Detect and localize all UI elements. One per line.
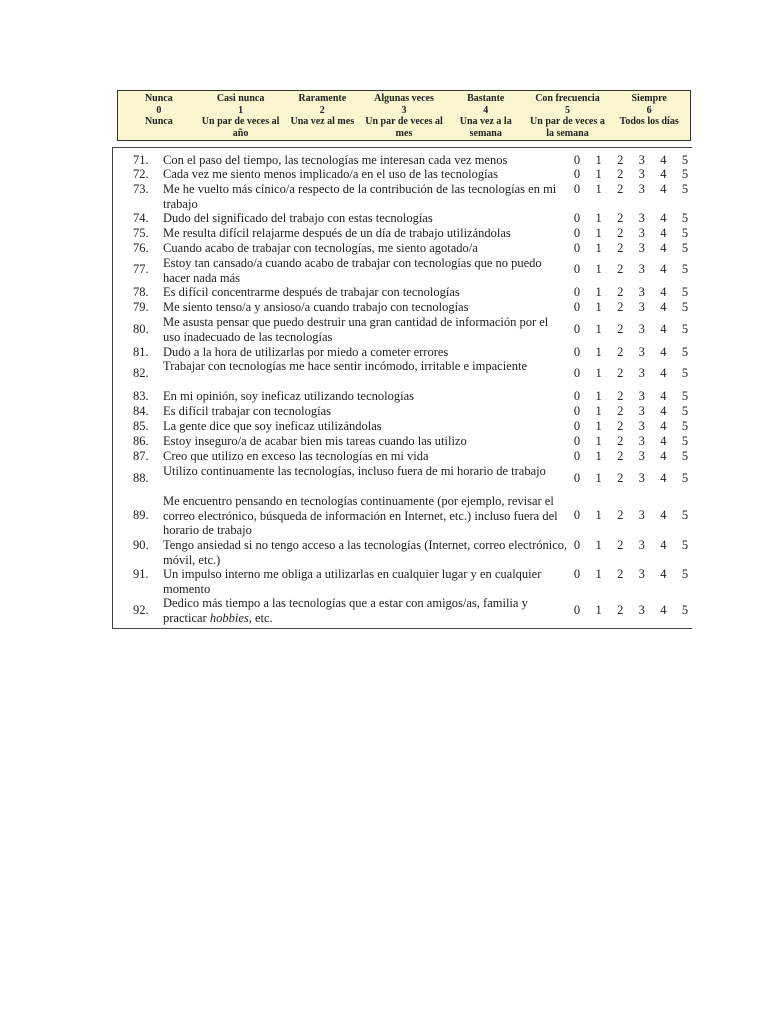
scale-option[interactable]: 2 (617, 322, 624, 336)
scale-option[interactable]: 1 (595, 153, 602, 167)
item-number: 72. (133, 167, 149, 181)
scale-option[interactable]: 2 (617, 153, 624, 167)
item-text: Un impulso interno me obliga a utilizarlas en cualquier lugar y en cualquier momento (163, 567, 542, 596)
scale-option[interactable]: 5 (681, 389, 689, 403)
legend-col-1 (200, 91, 282, 140)
scale-option[interactable]: 3 (638, 167, 645, 181)
scale-option[interactable]: 1 (595, 567, 602, 581)
scale-option[interactable]: 5 (681, 345, 689, 359)
scale-option[interactable]: 3 (638, 285, 645, 299)
scale-option[interactable]: 3 (638, 366, 645, 380)
scale-option[interactable]: 3 (638, 241, 645, 255)
scale-option[interactable]: 0 (573, 434, 581, 448)
response-scale (572, 241, 690, 256)
response-scale (572, 419, 690, 434)
scale-option[interactable]: 1 (595, 262, 602, 276)
response-scale (572, 404, 690, 419)
scale-option[interactable]: 1 (595, 434, 602, 448)
legend-frequency: Un par de veces al mes (365, 116, 443, 139)
scale-option[interactable]: 3 (638, 322, 645, 336)
scale-option[interactable]: 1 (595, 226, 602, 240)
item-text: En mi opinión, soy ineficaz utilizando tecnologías (163, 389, 414, 403)
scale-option[interactable]: 1 (595, 404, 602, 418)
scale-option[interactable]: 2 (617, 471, 624, 485)
item-text: Me siento tenso/a y ansioso/a cuando trabajo con tecnologías (163, 300, 469, 314)
item-number: 76. (133, 241, 149, 255)
scale-option[interactable]: 2 (617, 538, 624, 552)
item-text: Cada vez me siento menos implicado/a en el uso de las tecnologías (163, 167, 498, 181)
scale-option[interactable]: 0 (573, 262, 581, 276)
response-scale (572, 300, 690, 315)
item-number: 80. (133, 322, 149, 336)
item-number: 84. (133, 404, 149, 418)
legend-label: Con frecuencia (535, 93, 600, 104)
scale-option[interactable]: 5 (681, 241, 689, 255)
item-number: 89. (133, 508, 149, 522)
response-scale (572, 182, 690, 197)
item-text-part: , etc. (248, 610, 273, 625)
item-number: 77. (133, 262, 149, 276)
scale-option[interactable]: 0 (573, 153, 581, 167)
scale-option[interactable]: 4 (660, 434, 667, 448)
item-number: 85. (133, 419, 149, 433)
scale-option[interactable]: 3 (638, 434, 645, 448)
scale-option[interactable]: 5 (681, 366, 689, 380)
legend-col-6 (608, 91, 690, 140)
scale-option[interactable]: 2 (617, 241, 624, 255)
legend-label-repeat: Nunca (144, 116, 173, 127)
scale-option[interactable]: 5 (681, 300, 689, 314)
legend-number: 5 (564, 104, 570, 116)
scale-option[interactable]: 4 (660, 471, 667, 485)
scale-option[interactable]: 0 (573, 508, 581, 522)
scale-option[interactable]: 4 (660, 153, 667, 167)
response-scale (572, 345, 690, 360)
scale-option[interactable]: 3 (638, 471, 645, 485)
scale-option[interactable]: 5 (681, 322, 689, 336)
item-text: Estoy inseguro/a de acabar bien mis tareas cuando las utilizo (163, 434, 467, 448)
scale-option[interactable]: 0 (573, 211, 581, 225)
scale-option[interactable]: 0 (573, 419, 581, 433)
scale-option[interactable]: 4 (660, 182, 667, 196)
scale-option[interactable]: 1 (595, 389, 602, 403)
legend-col-5 (527, 91, 609, 140)
scale-option[interactable]: 3 (638, 300, 645, 314)
scale-option[interactable]: 3 (638, 538, 645, 552)
scale-option[interactable]: 4 (660, 285, 667, 299)
scale-option[interactable]: 4 (660, 262, 667, 276)
scale-option[interactable]: 1 (595, 300, 602, 314)
scale-option[interactable]: 1 (595, 211, 602, 225)
item-number: 87. (133, 449, 149, 463)
item-number: 78. (133, 285, 149, 299)
scale-option[interactable]: 0 (573, 285, 581, 299)
legend-number: 3 (401, 104, 407, 116)
response-scale (572, 285, 690, 300)
response-scale (572, 366, 690, 381)
legend-label: Casi nunca (216, 93, 265, 104)
item-text (163, 596, 568, 625)
scale-option[interactable]: 0 (573, 471, 581, 485)
response-scale (572, 567, 690, 582)
item-number: 92. (133, 603, 149, 617)
scale-option[interactable]: 0 (573, 226, 581, 240)
scale-option[interactable]: 3 (638, 389, 645, 403)
scale-option[interactable]: 3 (638, 419, 645, 433)
scale-option[interactable]: 0 (573, 404, 581, 418)
scale-option[interactable]: 3 (638, 404, 645, 418)
scale-option[interactable]: 3 (638, 262, 645, 276)
scale-option[interactable]: 5 (681, 419, 689, 433)
scale-option[interactable]: 4 (660, 603, 667, 617)
scale-option[interactable]: 5 (681, 603, 689, 617)
item-text: Cuando acabo de trabajar con tecnologías, me siento agotado/a (163, 241, 478, 255)
scale-option[interactable]: 5 (681, 211, 689, 225)
legend-col-2 (281, 91, 363, 140)
item-number: 82. (133, 366, 149, 380)
item-text-italic: hobbies (209, 610, 249, 625)
scale-option[interactable]: 1 (595, 285, 602, 299)
legend-frequency: Una vez a la semana (459, 116, 512, 139)
scale-option[interactable]: 2 (617, 262, 624, 276)
scale-option[interactable]: 4 (660, 241, 667, 255)
scale-option[interactable]: 2 (617, 226, 624, 240)
scale-option[interactable]: 2 (617, 567, 624, 581)
item-number: 90. (133, 538, 149, 552)
legend-label: Nunca (144, 93, 173, 104)
scale-option[interactable]: 5 (681, 262, 689, 276)
legend-number: 4 (483, 104, 489, 116)
scale-option[interactable]: 5 (681, 182, 689, 196)
legend-frequency: Todos los días (619, 116, 679, 127)
scale-option[interactable]: 5 (681, 449, 689, 463)
scale-option[interactable]: 0 (573, 366, 581, 380)
response-scale (572, 153, 690, 168)
item-number: 75. (133, 226, 149, 240)
legend-label: Algunas veces (374, 93, 434, 104)
legend-number: 0 (156, 104, 162, 116)
scale-option[interactable]: 1 (595, 182, 602, 196)
scale-option[interactable]: 4 (660, 345, 667, 359)
scale-option[interactable]: 3 (638, 182, 645, 196)
legend-frequency: Una vez al mes (290, 116, 355, 127)
item-text: Es difícil concentrarme después de trabajar con tecnologías (163, 285, 460, 299)
item-number: 74. (133, 211, 149, 225)
scale-option[interactable]: 0 (573, 538, 581, 552)
scale-option[interactable]: 4 (660, 211, 667, 225)
scale-option[interactable]: 5 (681, 567, 689, 581)
scale-option[interactable]: 3 (638, 153, 645, 167)
scale-option[interactable]: 1 (595, 471, 602, 485)
response-scale (572, 167, 690, 182)
scale-option[interactable]: 5 (681, 434, 689, 448)
response-scale (572, 389, 690, 404)
scale-option[interactable]: 1 (595, 322, 602, 336)
item-text: Utilizo continuamente las tecnologías, incluso fuera de mi horario de trabajo (163, 464, 546, 478)
scale-option[interactable]: 0 (573, 167, 581, 181)
scale-option[interactable]: 3 (638, 211, 645, 225)
scale-option[interactable]: 2 (617, 285, 624, 299)
scale-option[interactable]: 1 (595, 366, 602, 380)
scale-option[interactable]: 4 (660, 322, 667, 336)
scale-option[interactable]: 2 (617, 366, 624, 380)
response-scale (572, 211, 690, 226)
scale-option[interactable]: 2 (617, 345, 624, 359)
item-text: Con el paso del tiempo, las tecnologías me interesan cada vez menos (163, 153, 508, 167)
legend-number: 1 (238, 104, 244, 116)
item-text: Me asusta pensar que puedo destruir una gran cantidad de información por el uso inadecuado de las tecnologías (163, 315, 549, 344)
item-text: Tengo ansiedad si no tengo acceso a las tecnologías (Internet, correo electrónico, móvil, etc.) (163, 538, 568, 567)
scale-option[interactable]: 2 (617, 508, 624, 522)
legend-label: Siempre (631, 93, 667, 104)
item-number: 81. (133, 345, 149, 359)
response-scale (572, 508, 690, 523)
item-text: Trabajar con tecnologías me hace sentir incómodo, irritable e impaciente (163, 359, 527, 373)
scale-option[interactable]: 4 (660, 449, 667, 463)
scale-option[interactable]: 3 (638, 449, 645, 463)
scale-option[interactable]: 5 (681, 153, 689, 167)
legend-frequency: Un par de veces al año (201, 116, 280, 139)
legend-col-4 (445, 91, 527, 140)
scale-option[interactable]: 1 (595, 538, 602, 552)
scale-option[interactable]: 0 (573, 603, 581, 617)
item-number: 73. (133, 182, 149, 196)
scale-option[interactable]: 2 (617, 449, 624, 463)
item-number: 71. (133, 153, 149, 167)
scale-option[interactable]: 5 (681, 471, 689, 485)
scale-option[interactable]: 1 (595, 419, 602, 433)
response-legend (117, 90, 691, 141)
scale-option[interactable]: 1 (595, 508, 602, 522)
scale-option[interactable]: 2 (617, 167, 624, 181)
scale-option[interactable]: 0 (573, 449, 581, 463)
scale-option[interactable]: 0 (573, 345, 581, 359)
item-text: Me he vuelto más cínico/a respecto de la contribución de las tecnologías en mi trabajo (163, 182, 557, 211)
scale-option[interactable]: 4 (660, 300, 667, 314)
scale-option[interactable]: 4 (660, 404, 667, 418)
scale-option[interactable]: 3 (638, 345, 645, 359)
legend-label: Bastante (467, 93, 505, 104)
response-scale (572, 449, 690, 464)
item-text: Dudo del significado del trabajo con estas tecnologías (163, 211, 433, 225)
scale-option[interactable]: 0 (573, 300, 581, 314)
questionnaire-items (112, 147, 692, 629)
response-scale (572, 434, 690, 449)
scale-option[interactable]: 4 (660, 389, 667, 403)
scale-option[interactable]: 5 (681, 538, 689, 552)
item-number: 91. (133, 567, 149, 581)
legend-col-0 (118, 91, 200, 140)
scale-option[interactable]: 4 (660, 508, 667, 522)
scale-option[interactable]: 2 (617, 389, 624, 403)
legend-number: 2 (319, 104, 325, 116)
scale-option[interactable]: 4 (660, 538, 667, 552)
scale-option[interactable]: 2 (617, 182, 624, 196)
response-scale (572, 603, 690, 618)
scale-option[interactable]: 1 (595, 345, 602, 359)
item-text: Dudo a la hora de utilizarlas por miedo a cometer errores (163, 345, 449, 359)
response-scale (572, 538, 690, 553)
item-number: 86. (133, 434, 149, 448)
item-text: Me encuentro pensando en tecnologías continuamente (por ejemplo, revisar el correo electrónico, búsqueda de información en Internet, etc.) incluso fuera del horario de trabajo (163, 494, 558, 537)
item-text-part: Dedico más tiempo a las tecnologías que a estar con amigos/as, familia y practicar (163, 596, 528, 625)
scale-option[interactable]: 5 (681, 167, 689, 181)
scale-option[interactable]: 1 (595, 241, 602, 255)
scale-option[interactable]: 4 (660, 419, 667, 433)
scale-option[interactable]: 0 (573, 567, 581, 581)
item-text: Me resulta difícil relajarme después de un día de trabajo utilizándolas (163, 226, 511, 240)
item-text: Creo que utilizo en exceso las tecnologías en mi vida (163, 449, 429, 463)
scale-option[interactable]: 1 (595, 603, 602, 617)
scale-option[interactable]: 3 (638, 226, 645, 240)
item-number: 79. (133, 300, 149, 314)
scale-option[interactable]: 2 (617, 603, 624, 617)
scale-option[interactable]: 3 (638, 508, 645, 522)
response-scale (572, 322, 690, 337)
scale-option[interactable]: 2 (617, 300, 624, 314)
scale-option[interactable]: 2 (617, 404, 624, 418)
scale-option[interactable]: 0 (573, 322, 581, 336)
item-text: Es difícil trabajar con tecnologías (163, 404, 331, 418)
item-text: Estoy tan cansado/a cuando acabo de trabajar con tecnologías que no puedo hacer nada más (163, 256, 542, 285)
item-number: 83. (133, 389, 149, 403)
scale-option[interactable]: 3 (638, 567, 645, 581)
item-text: La gente dice que soy ineficaz utilizándolas (163, 419, 382, 433)
response-scale (572, 471, 690, 486)
scale-option[interactable]: 4 (660, 366, 667, 380)
item-number: 88. (133, 471, 149, 485)
scale-option[interactable]: 4 (660, 226, 667, 240)
legend-frequency: Un par de veces a la semana (530, 116, 605, 139)
scale-option[interactable]: 0 (573, 241, 581, 255)
scale-option[interactable]: 4 (660, 567, 667, 581)
scale-option[interactable]: 1 (595, 167, 602, 181)
scale-option[interactable]: 2 (617, 434, 624, 448)
scale-option[interactable]: 0 (573, 389, 581, 403)
scale-option[interactable]: 2 (617, 211, 624, 225)
scale-option[interactable]: 3 (638, 603, 645, 617)
scale-option[interactable]: 4 (660, 167, 667, 181)
response-scale (572, 262, 690, 277)
scale-option[interactable]: 2 (617, 419, 624, 433)
legend-number: 6 (646, 104, 652, 116)
scale-option[interactable]: 5 (681, 404, 689, 418)
legend-col-3 (363, 91, 445, 140)
scale-option[interactable]: 5 (681, 508, 689, 522)
response-scale (572, 226, 690, 241)
scale-option[interactable]: 5 (681, 226, 689, 240)
scale-option[interactable]: 0 (573, 182, 581, 196)
scale-option[interactable]: 5 (681, 285, 689, 299)
scale-option[interactable]: 1 (595, 449, 602, 463)
legend-label: Raramente (298, 93, 347, 104)
